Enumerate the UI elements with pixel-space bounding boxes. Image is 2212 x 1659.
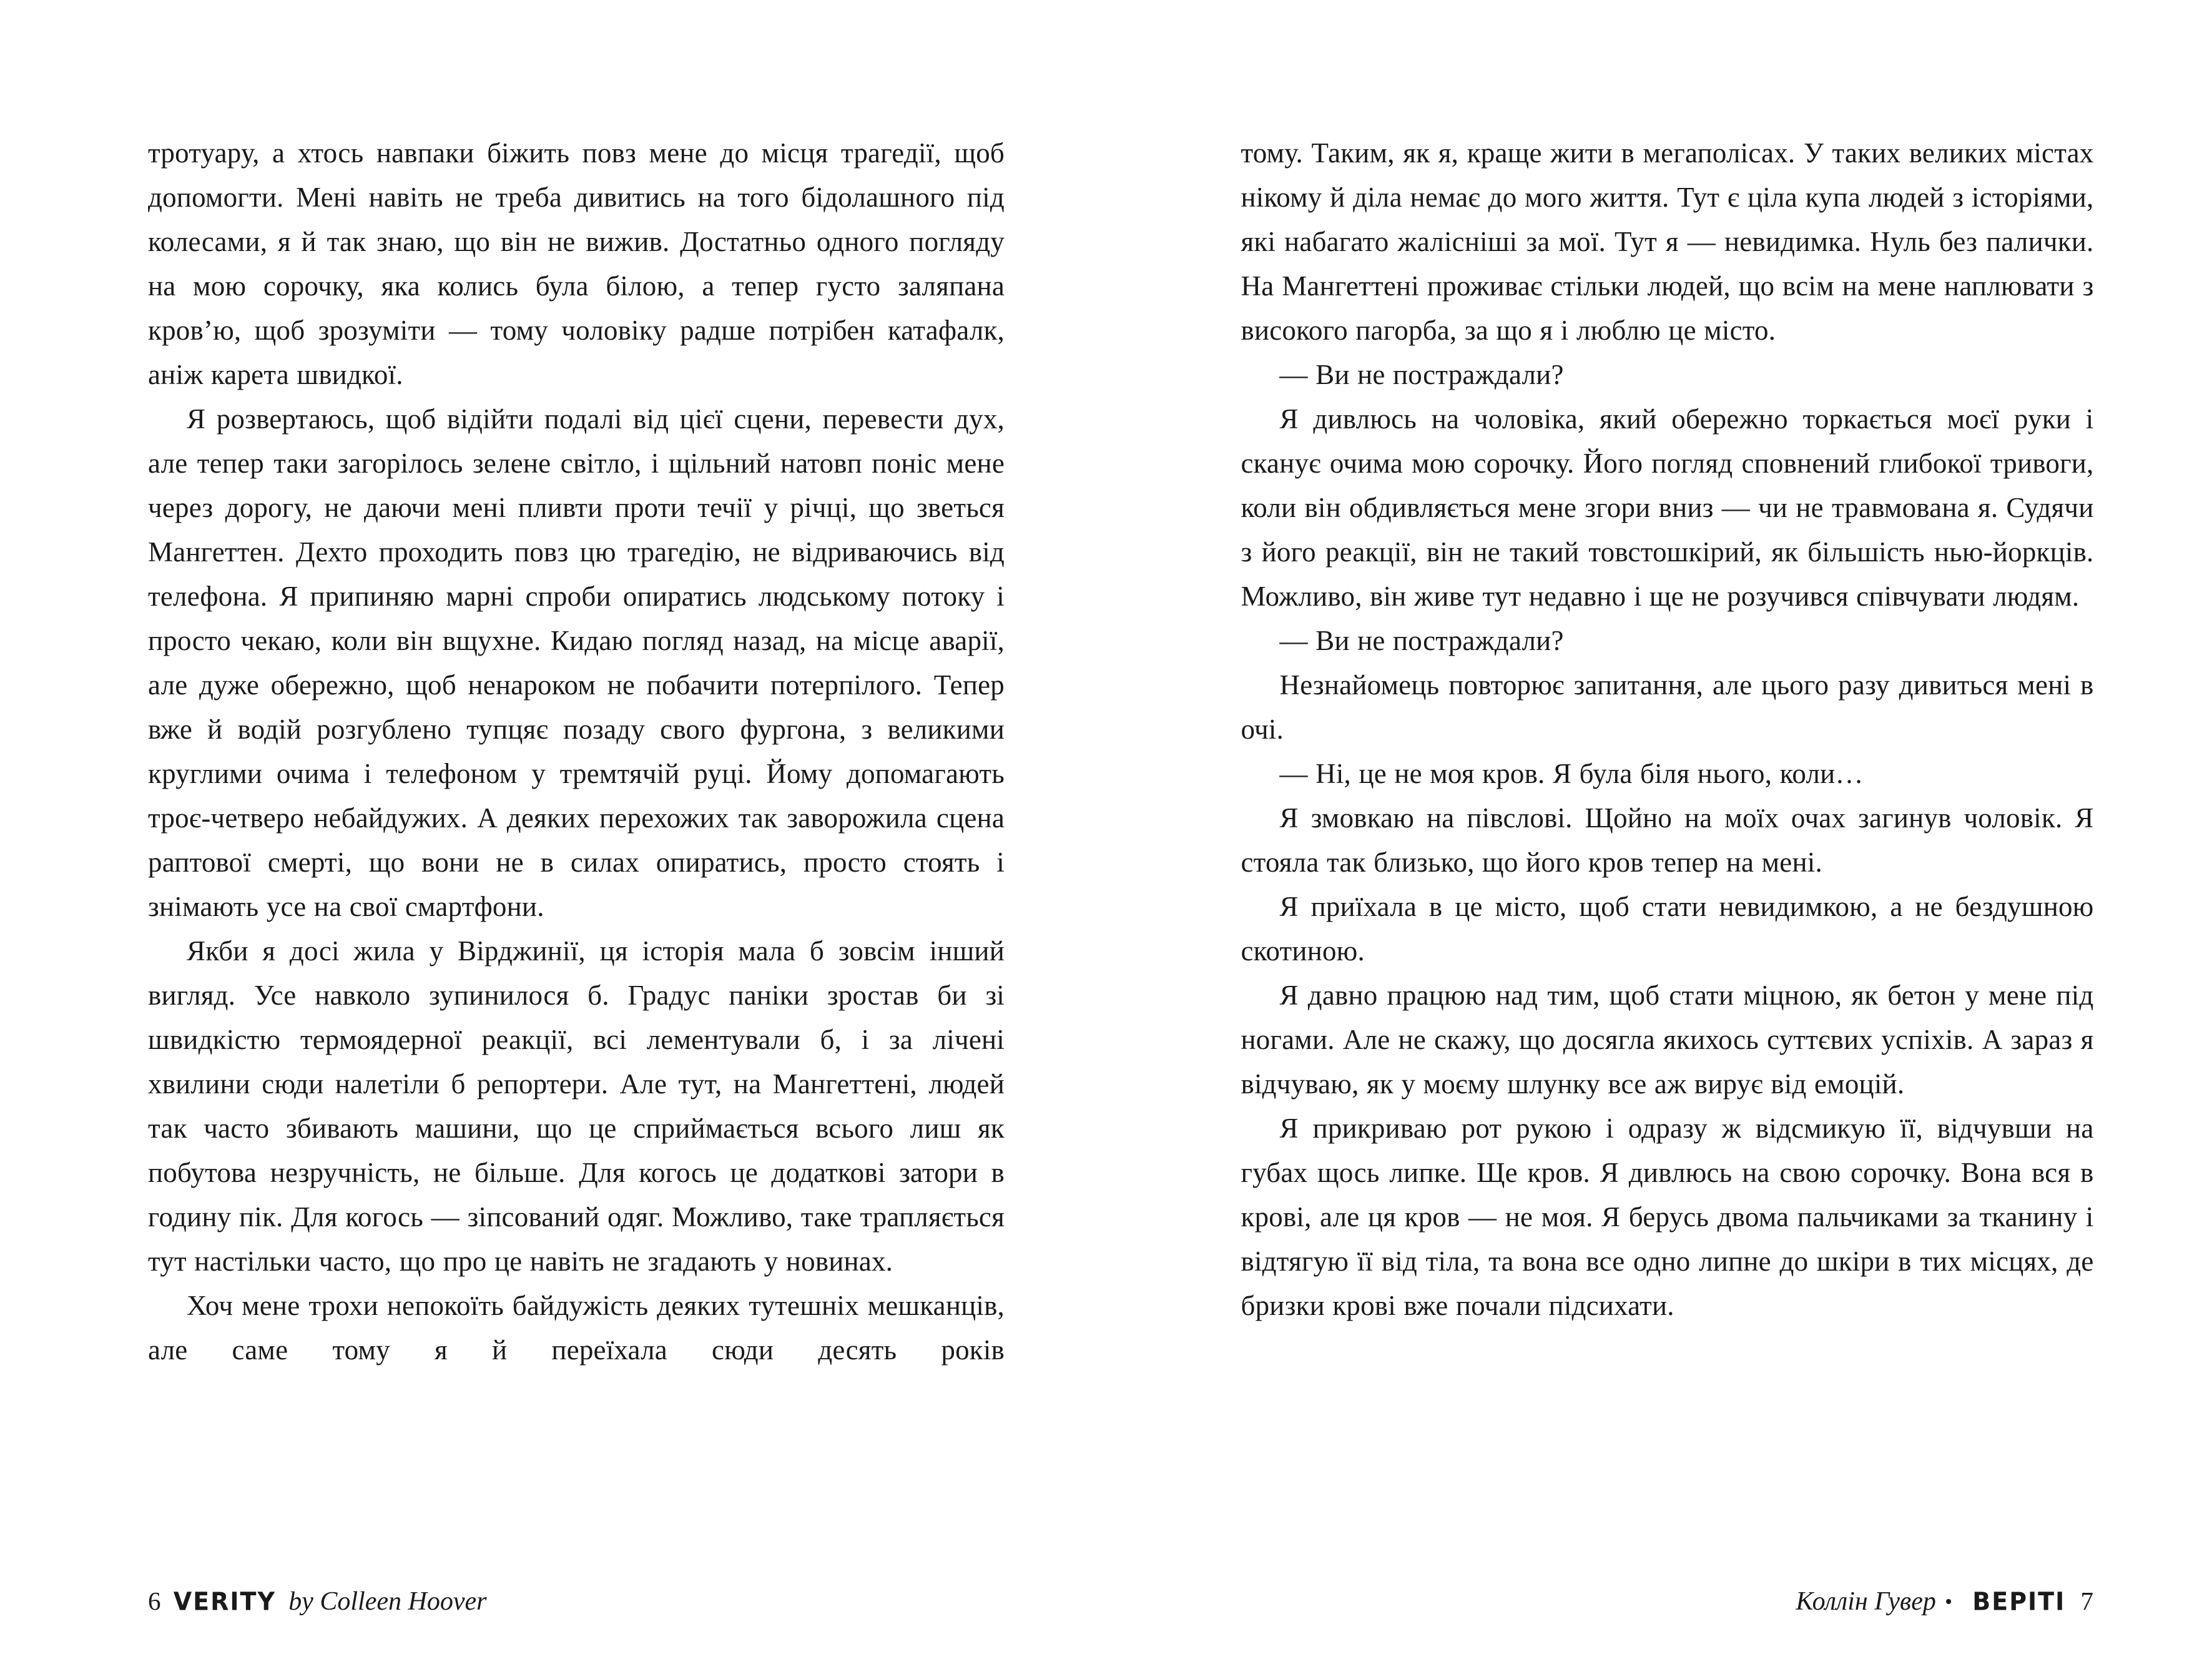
- paragraph: Я приїхала в це місто, щоб стати невидимкою, а не бездушною скотиною.: [1241, 891, 2094, 967]
- page-number: 7: [2080, 1587, 2093, 1615]
- dialogue-line: — Ви не постраждали?: [1279, 359, 1564, 390]
- page-right-footer: [1796, 1585, 2093, 1618]
- page-right: [1106, 0, 2212, 1659]
- verity-logo: ВЕРІТІ: [1972, 1587, 2066, 1617]
- paragraph: Якби я досі жила у Вірджинії, ця історія мала б зовсім інший вигляд. Усе навколо зупинилося б. Градус паніки зростав би зі швидкістю термоядерної реакції, всі лементували б, і за лічені хвилини сюди налетіли б репортери. Але тут, на Мангеттені, людей так часто збивають машини, що це сприймається всього лиш як побутова незручність, не більше. Для когось це додаткові затори в годину пік. Для когось — зіпсований одяг. Можливо, таке трапляється тут настільки часто, що про це навіть не згадають у новинах.: [148, 935, 1005, 1277]
- dialogue-line: — Ні, це не моя кров. Я була біля нього, коли…: [1279, 758, 1864, 789]
- separator-dot: •: [1945, 1590, 1953, 1613]
- page-left-footer: [148, 1585, 486, 1618]
- paragraph: тому. Таким, як я, краще жити в мегаполісах. У таких великих містах нікому й діла немає до мого життя. Тут є ціла купа людей з історіями, які набагато жалісніші за мої. Тут я — невидимка. Нуль без палички. На Мангеттені проживає стільки людей, що всім на мене наплювати з високого пагорба, за що я і люблю це місто.: [1241, 137, 2094, 346]
- page-right-text-block: [1241, 131, 2094, 1328]
- page-left-text-block: [148, 131, 1005, 1372]
- verity-logo: VERITY: [173, 1587, 276, 1617]
- paragraph: Хоч мене трохи непокоїть байдужість деяких тутешніх мешканців, але саме тому я й переїхала сюди десять років: [148, 1290, 1005, 1366]
- author-name: Коллін Гувер: [1796, 1587, 1936, 1616]
- page-number: 6: [148, 1587, 161, 1615]
- paragraph: Я прикриваю рот рукою і одразу ж відсмикую її, відчувши на губах щось липке. Ще кров. Я дивлюсь на свою сорочку. Вона вся в крові, але ця кров — не моя. Я берусь двома пальчиками за тканину і відтягую її від тіла, та вона все одно липне до шкіри в тих місцях, де бризки крові вже почали підсихати.: [1241, 1113, 2094, 1321]
- paragraph: Я розвертаюсь, щоб відійти подалі від цієї сцени, перевести дух, але тепер таки загорілось зелене світло, і щільний натовп поніс мене через дорогу, не даючи мені пливти проти течії у річці, що зветься Мангеттен. Дехто проходить повз цю трагедію, не відриваючись від телефона. Я припиняю марні спроби опиратись людському потоку і просто чекаю, коли він вщухне. Кидаю погляд назад, на місце аварії, але дуже обережно, щоб ненароком не побачити потерпілого. Тепер вже й водій розгублено тупцяє позаду свого фургона, з великими круглими очима і телефоном у тремтячій руці. Йому допомагають троє-четверо небайдужих. А деяких перехожих так заворожила сцена раптової смерті, що вони не в силах опиратись, просто стоять і знімають усе на свої смартфони.: [148, 403, 1005, 922]
- paragraph: Я дивлюсь на чоловіка, який обережно торкається моєї руки і сканує очима мою сорочку. Його погляд сповнений глибокої тривоги, коли він обдивляється мене згори вниз — чи не травмована я. Судячи з його реакції, він не такий товстошкірий, як більшість нью-йоркців. Можливо, він живе тут недавно і ще не розучився співчувати людям.: [1241, 403, 2094, 612]
- author-byline: by Colleen Hoover: [288, 1587, 487, 1616]
- paragraph: Незнайомець повторює запитання, але цього разу дивиться мені в очі.: [1241, 669, 2094, 745]
- paragraph: тротуару, а хтось навпаки біжить повз мене до місця трагедії, щоб допомогти. Мені навіть не треба дивитись на того бідолашного під колесами, я й так знаю, що він не вижив. Достатньо одного погляду на мою сорочку, яка колись була білою, а тепер густо заляпана кров’ю, щоб зрозуміти — тому чоловіку радше потрібен катафалк, аніж карета швидкої.: [148, 137, 1005, 390]
- paragraph: Я давно працюю над тим, щоб стати міцною, як бетон у мене під ногами. Але не скажу, що досягла якихось суттєвих успіхів. А зараз я відчуваю, як у моєму шлунку все аж вирує від емоцій.: [1241, 980, 2094, 1100]
- paragraph: Я змовкаю на півслові. Щойно на моїх очах загинув чоловік. Я стояла так близько, що його кров тепер на мені.: [1241, 802, 2094, 878]
- dialogue-line: — Ви не постраждали?: [1279, 625, 1564, 656]
